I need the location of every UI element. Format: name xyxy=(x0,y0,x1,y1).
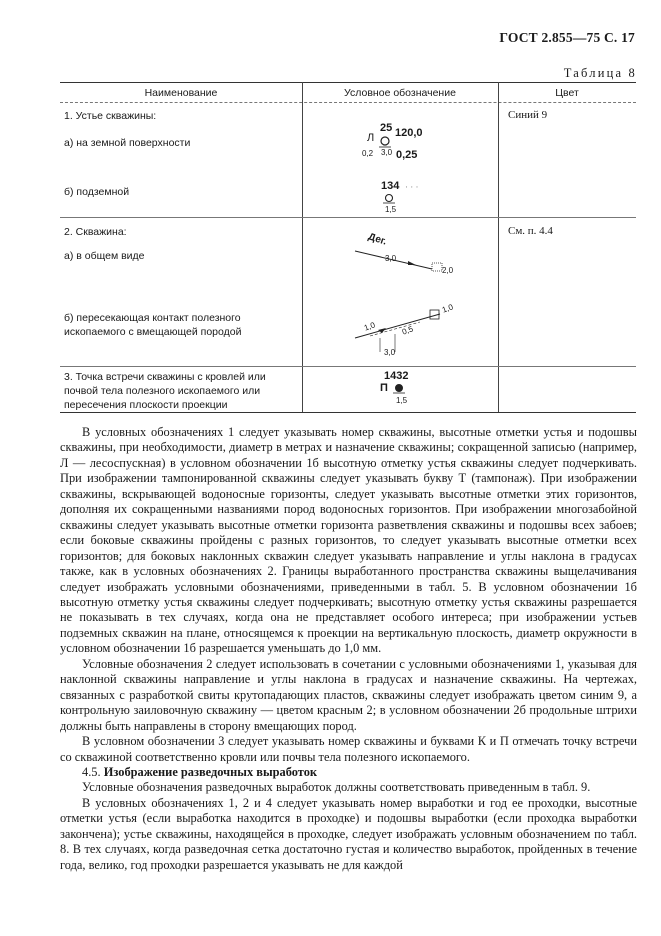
row2-sub-b: б) пересекающая контакт полезного ископаемого с вмещающей породой xyxy=(64,312,242,338)
row2-sub-a: а) в общем виде xyxy=(64,250,145,262)
table-label: Таблица 8 xyxy=(563,66,637,80)
paragraph: Условные обозначения разведочных выработок должны соответствовать приведенным в табл. 9. xyxy=(82,780,591,795)
borehole-underground-symbol: 134 · · · 1,5 xyxy=(381,180,419,214)
paragraph: Условные обозначения 2 следует использовать в сочетании с условными обозначениями 1, указывая для наклонной скважины направление и углы наклона в градусах и назначение скважины. На чертежах, связанных с разработкой свиты крутопадающих пластов, скважины следует изображать цветом синим 9, а контрольную заиловочную скважину — цветом красным 2; в условном обозначении 2б продольные штрихи должны быть направлены в сторону вмещающих пород. xyxy=(60,656,637,733)
row1-name: 1. Устье скважины: xyxy=(64,110,157,122)
body-text xyxy=(60,425,637,873)
col-header-symbol: Условное обозначение xyxy=(344,87,456,99)
paragraph: В условном обозначении 3 следует указывать номер скважины и буквами К и П отмечать точку встречи со скважиной соответственно кровли или почвы тела полезного ископаемого. xyxy=(60,734,637,764)
meeting-point-symbol: 1432 П 1,5 xyxy=(380,370,409,405)
borehole-surface-symbol: 25 120,0 Л 0,2 3,0 0,25 xyxy=(362,122,423,161)
col-header-name: Наименование xyxy=(144,87,218,99)
paragraph: В условных обозначениях 1 следует указывать номер скважины, высотные отметки устья и подошвы скважины, при необходимости, диаметр в метрах и назначение скважины; сокращенной записью (например, Л — лесоспускная) в условном обозначении 1б высотную отметку устья скважины следует подчеркивать. При изображении тампонированной скважины следует указывать букву Т (тампонаж). При изображении скважины, вскрывающей водоносные горизонты, следует указывать высотные отметки этих горизонтов, дополняя их сокращенными названиями пород водоносных горизонтов. При изображении многозабойной скважины следует указывать высотные отметки горизонта разветвления скважины и подошвы всех забоев; если боковые скважины пройдены с разных горизонтов, то следует указывать высотные отметки всех горизонтов; для боковых наклонных скважин следует указывать направление и углы наклона в градусах также, как в условных обозначениях 2. Границы выработанного пространства скважины выщелачивания следует изображать условными обозначениями, приведенными в табл. 5. В условном обозначении 1б высотную отметку устья скважины следует подчеркивать; высотную отметку устья скважины разрешается не показывать в тех случаях, когда она не представляет особого интереса; при изображении устьев подземных скважин на плане, относящемся к проекции на вертикальную плоскость, диаметр окружности в условном обозначении 1б разрешается уменьшать до 1,0 мм. xyxy=(60,425,637,656)
borehole-general-symbol: Дег. 3,0 2,0 xyxy=(350,232,460,282)
row3-name: 3. Точка встречи скважины с кровлей или почвой тела полезного ископаемого или пересечения плоскости проекции xyxy=(64,371,266,411)
section-heading: 4.5. Изображение разведочных выработок xyxy=(82,764,318,779)
borehole-contact-symbol: 1,0 3,0 0,5 1,0 xyxy=(350,300,470,360)
row1-sub-b: б) подземной xyxy=(64,186,130,198)
row2-color: См. п. 4.4 xyxy=(508,225,553,237)
point-circle-icon xyxy=(393,383,407,395)
col-header-color: Цвет xyxy=(555,87,579,99)
borehole-circle-icon xyxy=(377,135,393,149)
borehole-circle-icon xyxy=(383,193,397,205)
page-header: ГОСТ 2.855—75 С. 17 xyxy=(499,30,635,45)
row1-sub-a: а) на земной поверхности xyxy=(64,137,191,149)
table-8 xyxy=(60,82,636,412)
row1-color: Синий 9 xyxy=(508,109,548,121)
row2-name: 2. Скважина: xyxy=(64,226,127,238)
paragraph: В условных обозначениях 1, 2 и 4 следует указывать номер выработки и год ее проходки, высотные отметки устья (если выработка находится в проходке) и подошвы выработки (если проходка выработки закончена); устье скважины, находящейся в проходке, следует изображать условным обозначением по табл. 8. В тех случаях, когда разведочная сетка достаточно густая и количество выработок, пройденных в течение года, велико, год проходки разрешается указывать не для каждой xyxy=(60,795,637,872)
